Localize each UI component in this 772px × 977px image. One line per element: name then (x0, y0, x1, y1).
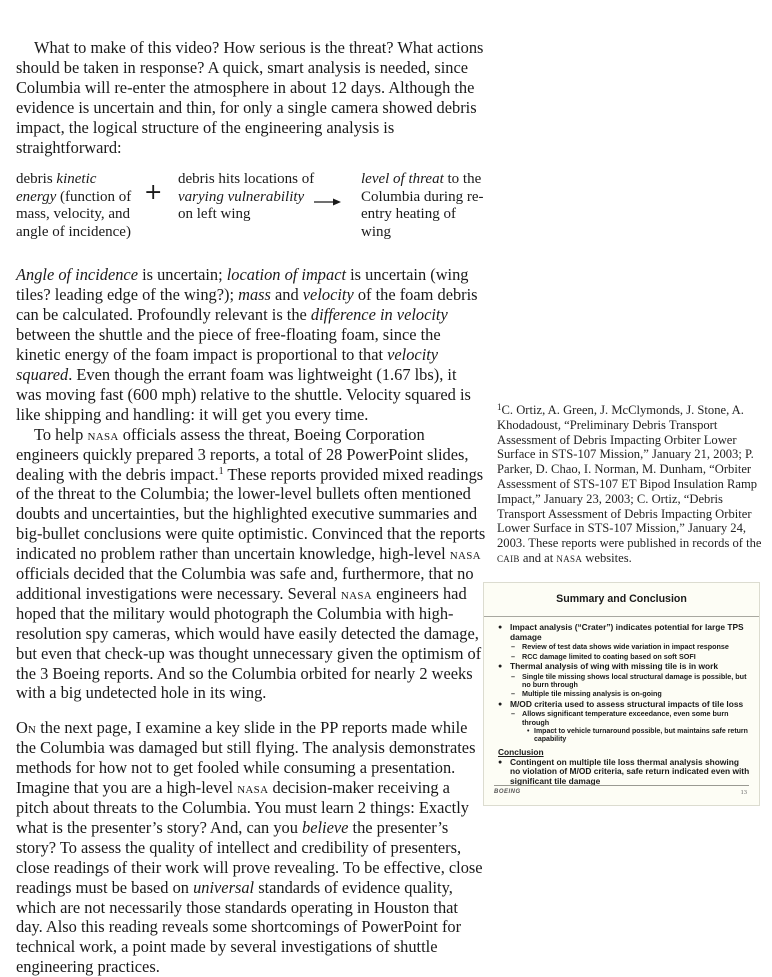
slide-bullet: ● Impact analysis (“Crater”) indicates potential for large TPS damage (498, 623, 751, 642)
emphasis: believe (302, 817, 349, 837)
emphasis: velocity (302, 285, 354, 305)
diagram-vulnerability (178, 171, 318, 224)
slide-sub-bullet: – RCC damage limited to coating based on soft SOFI (498, 653, 751, 661)
powerpoint-slide-image (483, 582, 760, 806)
diagram-text: on left wing (178, 206, 251, 223)
slide-conclusion-bullet: ● Contingent on multiple tile loss thermal analysis showing no violation of M/OD criteria, safe return indicated even with significant tile damage (498, 758, 751, 787)
emphasis: velocity squared (16, 345, 439, 384)
slide-sub-sub-bullet: • Impact to vehicle turnaround possible, but maintains safe return capability (498, 728, 751, 744)
footnote-text: C. Ortiz, A. Green, J. McClymonds, J. Stone, A. Khodadoust, “Preliminary Debris Transport Assessment of Debris Impacting Orbiter Lower Surface in STS-107 Mission,” January 21, 2003; P. Parker, D. Chao, I. Norman, M. Dunham, “Orbiter Assessment of STS-107 ET Bipod Insulation Ramp Impact,” January 23, 2003; C. Ortiz, “Debris Transport Assessment of Debris Impacting Orbiter Lower Surface in STS-107 Mission,” January 24, 2003. These reports were published in records of the (497, 403, 762, 551)
slide-title: Summary and Conclusion (484, 583, 759, 617)
slide-sub-bullet: – Multiple tile missing analysis is on-going (498, 690, 751, 698)
text: is uncertain; (137, 265, 227, 285)
acronym: nasa (237, 778, 269, 798)
text: decision-maker receiving a pitch about threats to the Columbia. You must learn 2 things: Exactly what is the presenter’s story? And, can you (16, 778, 469, 837)
text: and (270, 285, 303, 305)
text: officials decided that the Columbia was safe and, furthermore, that no additional investigations were necessary. Several (16, 564, 474, 603)
slide-bullet: ● M/OD criteria used to assess structural impacts of tile loss (498, 700, 751, 710)
emphasis: universal (193, 877, 255, 897)
diagram-emphasis: kinetic energy (16, 171, 97, 205)
slide-sub-bullet: – Review of test data shows wide variation in impact response (498, 643, 751, 651)
diagram-text: (function of mass, velocity, and angle of incidence) (16, 188, 132, 240)
slide-conclusion-heading: Conclusion (498, 746, 544, 757)
acronym: caib (497, 550, 520, 565)
small-cap: n (27, 718, 37, 738)
slide-body (484, 617, 759, 786)
acronym: nasa (556, 550, 583, 565)
footnote-number: 1 (497, 402, 502, 412)
footnote-1 (497, 403, 767, 566)
paragraph-boeing-reports (16, 425, 486, 704)
emphasis: Angle of incidence (16, 265, 138, 285)
paragraph-intro: What to make of this video? How serious is the threat? What actions should be taken in response? A quick, smart analysis is needed, since Columbia will re-enter the atmosphere in about 12 days. Although the evidence is uncertain and thin, for only a single camera showed debris impact, the logical structure of the engineering analysis is straightforward: (16, 38, 484, 157)
boeing-logo-icon: BOEING (494, 789, 521, 795)
acronym: nasa (340, 583, 372, 603)
text: the next page, I examine a key slide in the PP reports made while the Columbia was damaged but still flying. The analysis demonstrates methods for how not to get fooled while consuming a presentation. Imagine that you are a high-level (16, 718, 476, 798)
main-text-column (16, 38, 486, 977)
paragraph-next-page (16, 718, 486, 977)
slide-sub-bullet: – Single tile missing shows local structural damage is possible, but no burn through (498, 673, 751, 690)
diagram-threat-level (361, 171, 486, 241)
analysis-diagram (16, 171, 486, 257)
paragraph-gap (16, 703, 486, 718)
diagram-text: to the Columbia during re-entry heating of wing (361, 171, 484, 240)
text: officials assess the threat, Boeing Corporation engineers quickly prepared 3 reports, a total of 28 PowerPoint slides, dealing with the debris impact. (16, 424, 469, 484)
text: engineers had hoped that the military would photograph the Columbia with high-resolution spy cameras, which would have easily detected the damage, but even that check-up was thought unnecessary given the optimism of the 3 Boeing reports. And so the Columbia orbited for nearly 2 weeks with a big undetected hole in its wing. (16, 583, 482, 703)
slide-page-number: 13 (740, 789, 747, 796)
text: is uncertain (wing tiles? leading edge of the wing?); (16, 265, 469, 305)
text: . Even though the errant foam was lightweight (1.67 lbs), it was moving fast (600 mph) relative to the shuttle. Velocity squared is like shipping and handling: it will get you every time. (16, 364, 471, 424)
diagram-text: debris (16, 171, 57, 188)
slide-bullet: ● Thermal analysis of wing with missing tile is in work (498, 662, 751, 672)
diagram-emphasis: varying vulnerability (178, 188, 305, 205)
text: between the shuttle and the piece of free-floating foam, since the kinetic energy of the foam impact is proportional to that (16, 325, 441, 365)
initial-cap: O (16, 718, 28, 738)
diagram-emphasis: level of threat (361, 171, 444, 188)
acronym: nasa (87, 424, 119, 444)
diagram-text: debris hits locations of (178, 171, 315, 188)
text: of the foam debris can be calculated. Profoundly relevant is the (16, 285, 478, 325)
emphasis: mass (238, 285, 271, 305)
text: standards of evidence quality, which are not necessarily those standards operating in Houston that day. Also this reading reveals some shortcomings of PowerPoint for technical work, a point made by several investigations of shuttle engineering practices. (16, 877, 462, 977)
slide-sub-bullet: – Allows significant temperature exceedance, even some burn through (498, 710, 751, 727)
text: the presenter’s story? To assess the quality of intellect and credibility of presenters, close readings of their work will prove revealing. To be effective, close readings must be based on (16, 817, 483, 897)
plus-icon: + (144, 180, 163, 206)
emphasis: difference in velocity (310, 305, 448, 325)
slide-footer (494, 785, 749, 800)
right-arrow-icon (314, 197, 342, 207)
footnote-reference[interactable]: 1 (218, 465, 224, 477)
footnote-text: websites. (582, 550, 632, 565)
acronym: nasa (449, 544, 481, 564)
emphasis: location of impact (226, 265, 347, 285)
text: These reports provided mixed readings of the threat to the Columbia; the lower-level bullets often mentioned doubts and uncertainties, but the highlighted executive summaries and big-bullet conclusions were quite optimistic. Convinced that the reports indicated no problem rather than uncertain knowledge, high-level (16, 464, 486, 564)
diagram-kinetic-energy (16, 171, 136, 241)
text: To help (34, 424, 88, 444)
footnote-text: and at (519, 550, 557, 565)
paragraph-velocity (16, 265, 486, 424)
